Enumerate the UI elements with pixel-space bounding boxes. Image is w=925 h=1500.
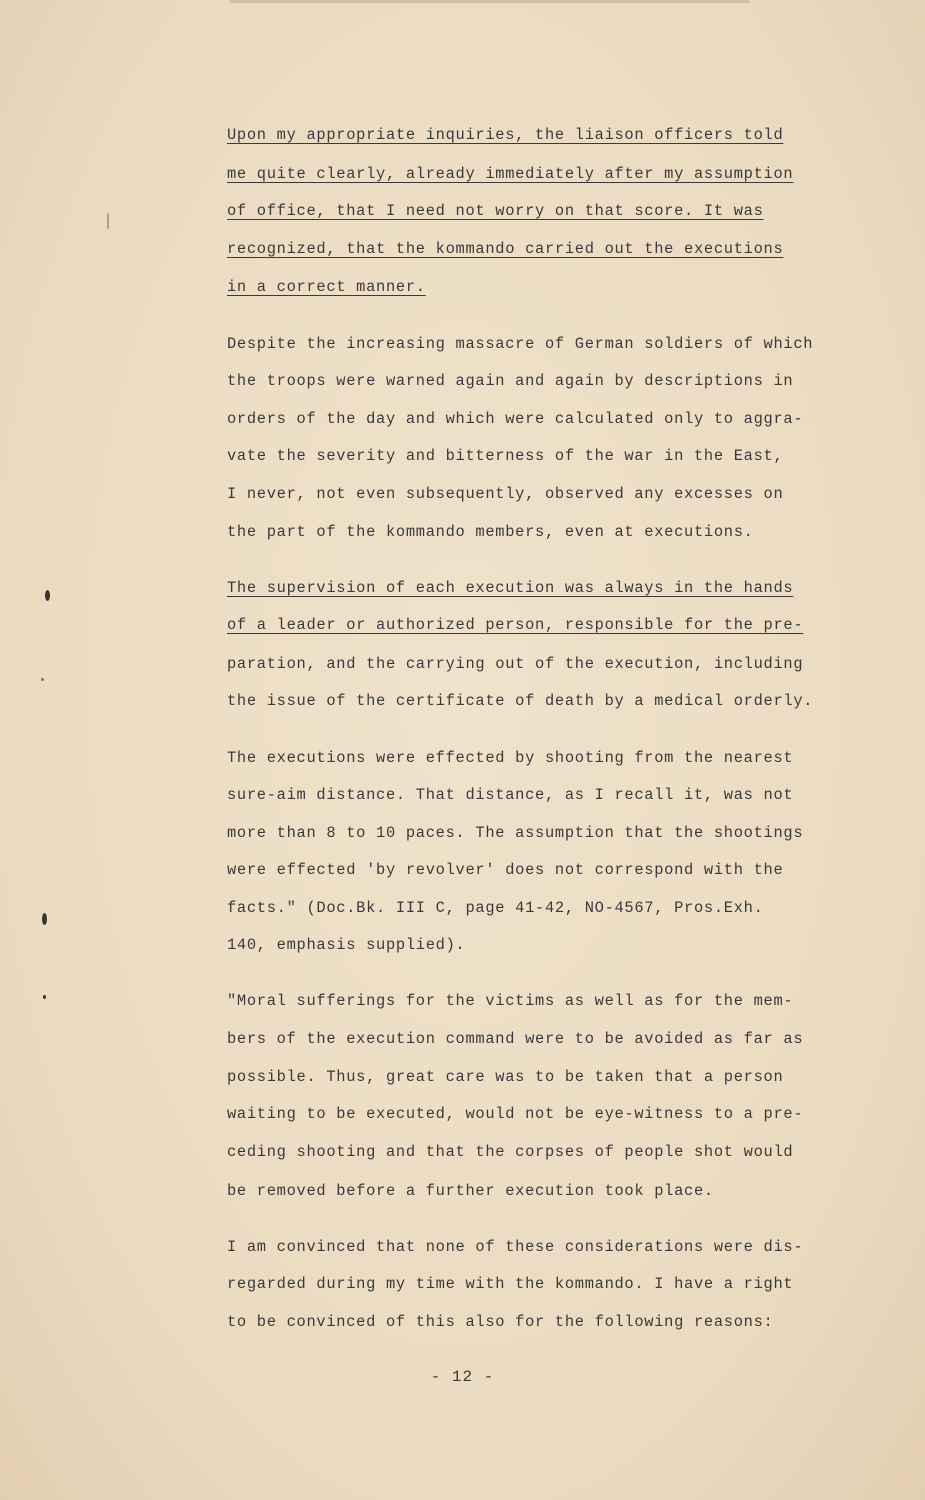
paragraph-1-line-4: recognized, that the kommando carried out the executions <box>227 240 784 258</box>
page-number: - 12 - <box>430 1368 495 1386</box>
paragraph-5-line-6: be removed before a further execution took place. <box>227 1182 714 1200</box>
paragraph-3-line-2: of a leader or authorized person, responsible for the pre- <box>227 616 804 634</box>
paragraph-1-line-1: Upon my appropriate inquiries, the liaison officers told <box>227 126 784 144</box>
paragraph-2-line-6: the part of the kommando members, even at executions. <box>227 523 754 541</box>
margin-speck <box>42 913 47 925</box>
paragraph-4-line-4: were effected 'by revolver' does not correspond with the <box>227 861 784 879</box>
paragraph-2-line-1: Despite the increasing massacre of German soldiers of which <box>227 335 814 353</box>
paragraph-2-line-5: I never, not even subsequently, observed any excesses on <box>227 485 784 503</box>
margin-speck <box>43 995 46 999</box>
paragraph-5-line-5: ceding shooting and that the corpses of people shot would <box>227 1143 794 1161</box>
paragraph-3-line-3: paration, and the carrying out of the execution, including <box>227 655 804 673</box>
paragraph-3-line-1: The supervision of each execution was always in the hands <box>227 579 794 597</box>
paragraph-6-line-2: regarded during my time with the kommando. I have a right <box>227 1275 794 1293</box>
paragraph-4-line-3: more than 8 to 10 paces. The assumption that the shootings <box>227 824 804 842</box>
paragraph-5-line-4: waiting to be executed, would not be eye-witness to a pre- <box>227 1105 804 1123</box>
paragraph-6-line-1: I am convinced that none of these considerations were dis- <box>227 1238 804 1256</box>
paragraph-2-line-2: the troops were warned again and again by descriptions in <box>227 372 794 390</box>
paragraph-5-line-3: possible. Thus, great care was to be taken that a person <box>227 1068 784 1086</box>
margin-speck <box>41 678 44 681</box>
margin-speck <box>107 213 109 229</box>
paragraph-4-line-5: facts." (Doc.Bk. III C, page 41-42, NO-4567, Pros.Exh. <box>227 899 764 917</box>
paragraph-3-line-4: the issue of the certificate of death by a medical orderly. <box>227 692 814 710</box>
paragraph-1-line-5: in a correct manner. <box>227 278 426 296</box>
paragraph-4-line-1: The executions were effected by shooting from the nearest <box>227 749 794 767</box>
paragraph-5-line-2: bers of the execution command were to be avoided as far as <box>227 1030 804 1048</box>
margin-speck <box>45 590 50 601</box>
paragraph-5-line-1: "Moral sufferings for the victims as well as for the mem- <box>227 992 794 1010</box>
paragraph-1-line-3: of office, that I need not worry on that score. It was <box>227 202 764 220</box>
top-edge-rule <box>230 0 750 3</box>
paragraph-2-line-4: vate the severity and bitterness of the war in the East, <box>227 447 784 465</box>
paragraph-2-line-3: orders of the day and which were calculated only to aggra- <box>227 410 804 428</box>
paragraph-4-line-2: sure-aim distance. That distance, as I recall it, was not <box>227 786 794 804</box>
paragraph-4-line-6: 140, emphasis supplied). <box>227 936 466 954</box>
paragraph-6-line-3: to be convinced of this also for the following reasons: <box>227 1313 774 1331</box>
paragraph-1-line-2: me quite clearly, already immediately after my assumption <box>227 165 794 183</box>
